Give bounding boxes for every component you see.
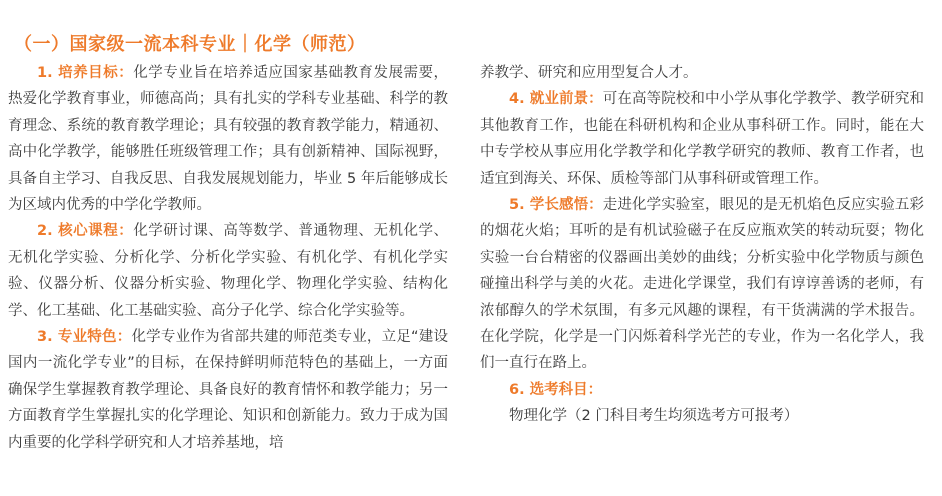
- right-column: [480, 60, 924, 430]
- section-impressions-label: 5. 学长感悟：: [509, 197, 603, 214]
- section-career: [480, 86, 924, 192]
- section-courses: [8, 218, 448, 324]
- page-title: （一）国家级一流本科专业｜化学（师范）: [14, 34, 366, 55]
- section-courses-text: 化学研讨课、高等数学、普通物理、无机化学、无机化学实验、分析化学、分析化学实验、有机化学、有机化学实验、仪器分析、仪器分析实验、物理化学、物理化学实验、结构化学、化工基础、化工基础实验、高分子化学、综合化学实验等。: [8, 223, 448, 319]
- section-subjects-text: 物理化学（2 门科目考生均须选考方可报考）: [509, 408, 799, 425]
- section-subjects-label: 6. 选考科目：: [509, 381, 603, 398]
- section-impressions: [480, 192, 924, 377]
- left-column: [8, 60, 448, 456]
- section-features-label: 3. 专业特色：: [37, 329, 132, 346]
- section-features: [8, 324, 448, 456]
- section-courses-label: 2. 核心课程：: [37, 223, 134, 240]
- section-goal-label: 1. 培养目标：: [37, 65, 134, 81]
- section-subjects-heading: [480, 377, 924, 403]
- section-career-text: 可在高等院校和中小学从事化学教学、教学研究和其他教育工作，也能在科研机构和企业从事科研工作。同时，能在大中专学校从事应用化学教学和化学教学研究的教师、教育工作者，也适宜到海关、环保、质检等部门从事科研或管理工作。: [480, 91, 924, 187]
- section-goal: [8, 60, 448, 218]
- section-features-continuation: 养教学、研究和应用型复合人才。: [480, 65, 698, 81]
- section-features-text: 化学专业作为省部共建的师范类专业，立足“建设国内一流化学专业”的目标，在保持鲜明师范特色的基础上，一方面确保学生掌握教育教学理论、具备良好的教育情怀和教学能力；另一方面教育学生掌握扎实的化学理论、知识和创新能力。致力于成为国内重要的化学科学研究和人才培养基地，培: [8, 329, 448, 451]
- section-goal-text: 化学专业旨在培养适应国家基础教育发展需要，热爱化学教育事业，师德高尚；具有扎实的学科专业基础、科学的教育理念、系统的教育教学理论；具有较强的教育教学能力，精通初、高中化学教学，能够胜任班级管理工作；具有创新精神、国际视野，具备自主学习、自我反思、自我发展规划能力，毕业 5 年后能够成长为区域内优秀的中学化学教师。: [8, 65, 448, 214]
- section-impressions-text: 走进化学实验室，眼见的是无机焰色反应实验五彩的烟花火焰；耳听的是有机试验磁子在反应瓶欢笑的转动玩耍；物化实验一台台精密的仪器画出美妙的曲线；分析实验中化学物质与颜色碰撞出科学与美的火花。走进化学课堂，我们有谆谆善诱的老师，有浓郁醇久的学术氛围，有多元风趣的课程，有干货满满的学术报告。在化学院，化学是一门闪烁着科学光芒的专业，作为一名化学人，我们一直行在路上。: [480, 197, 924, 372]
- section-career-label: 4. 就业前景：: [509, 91, 603, 108]
